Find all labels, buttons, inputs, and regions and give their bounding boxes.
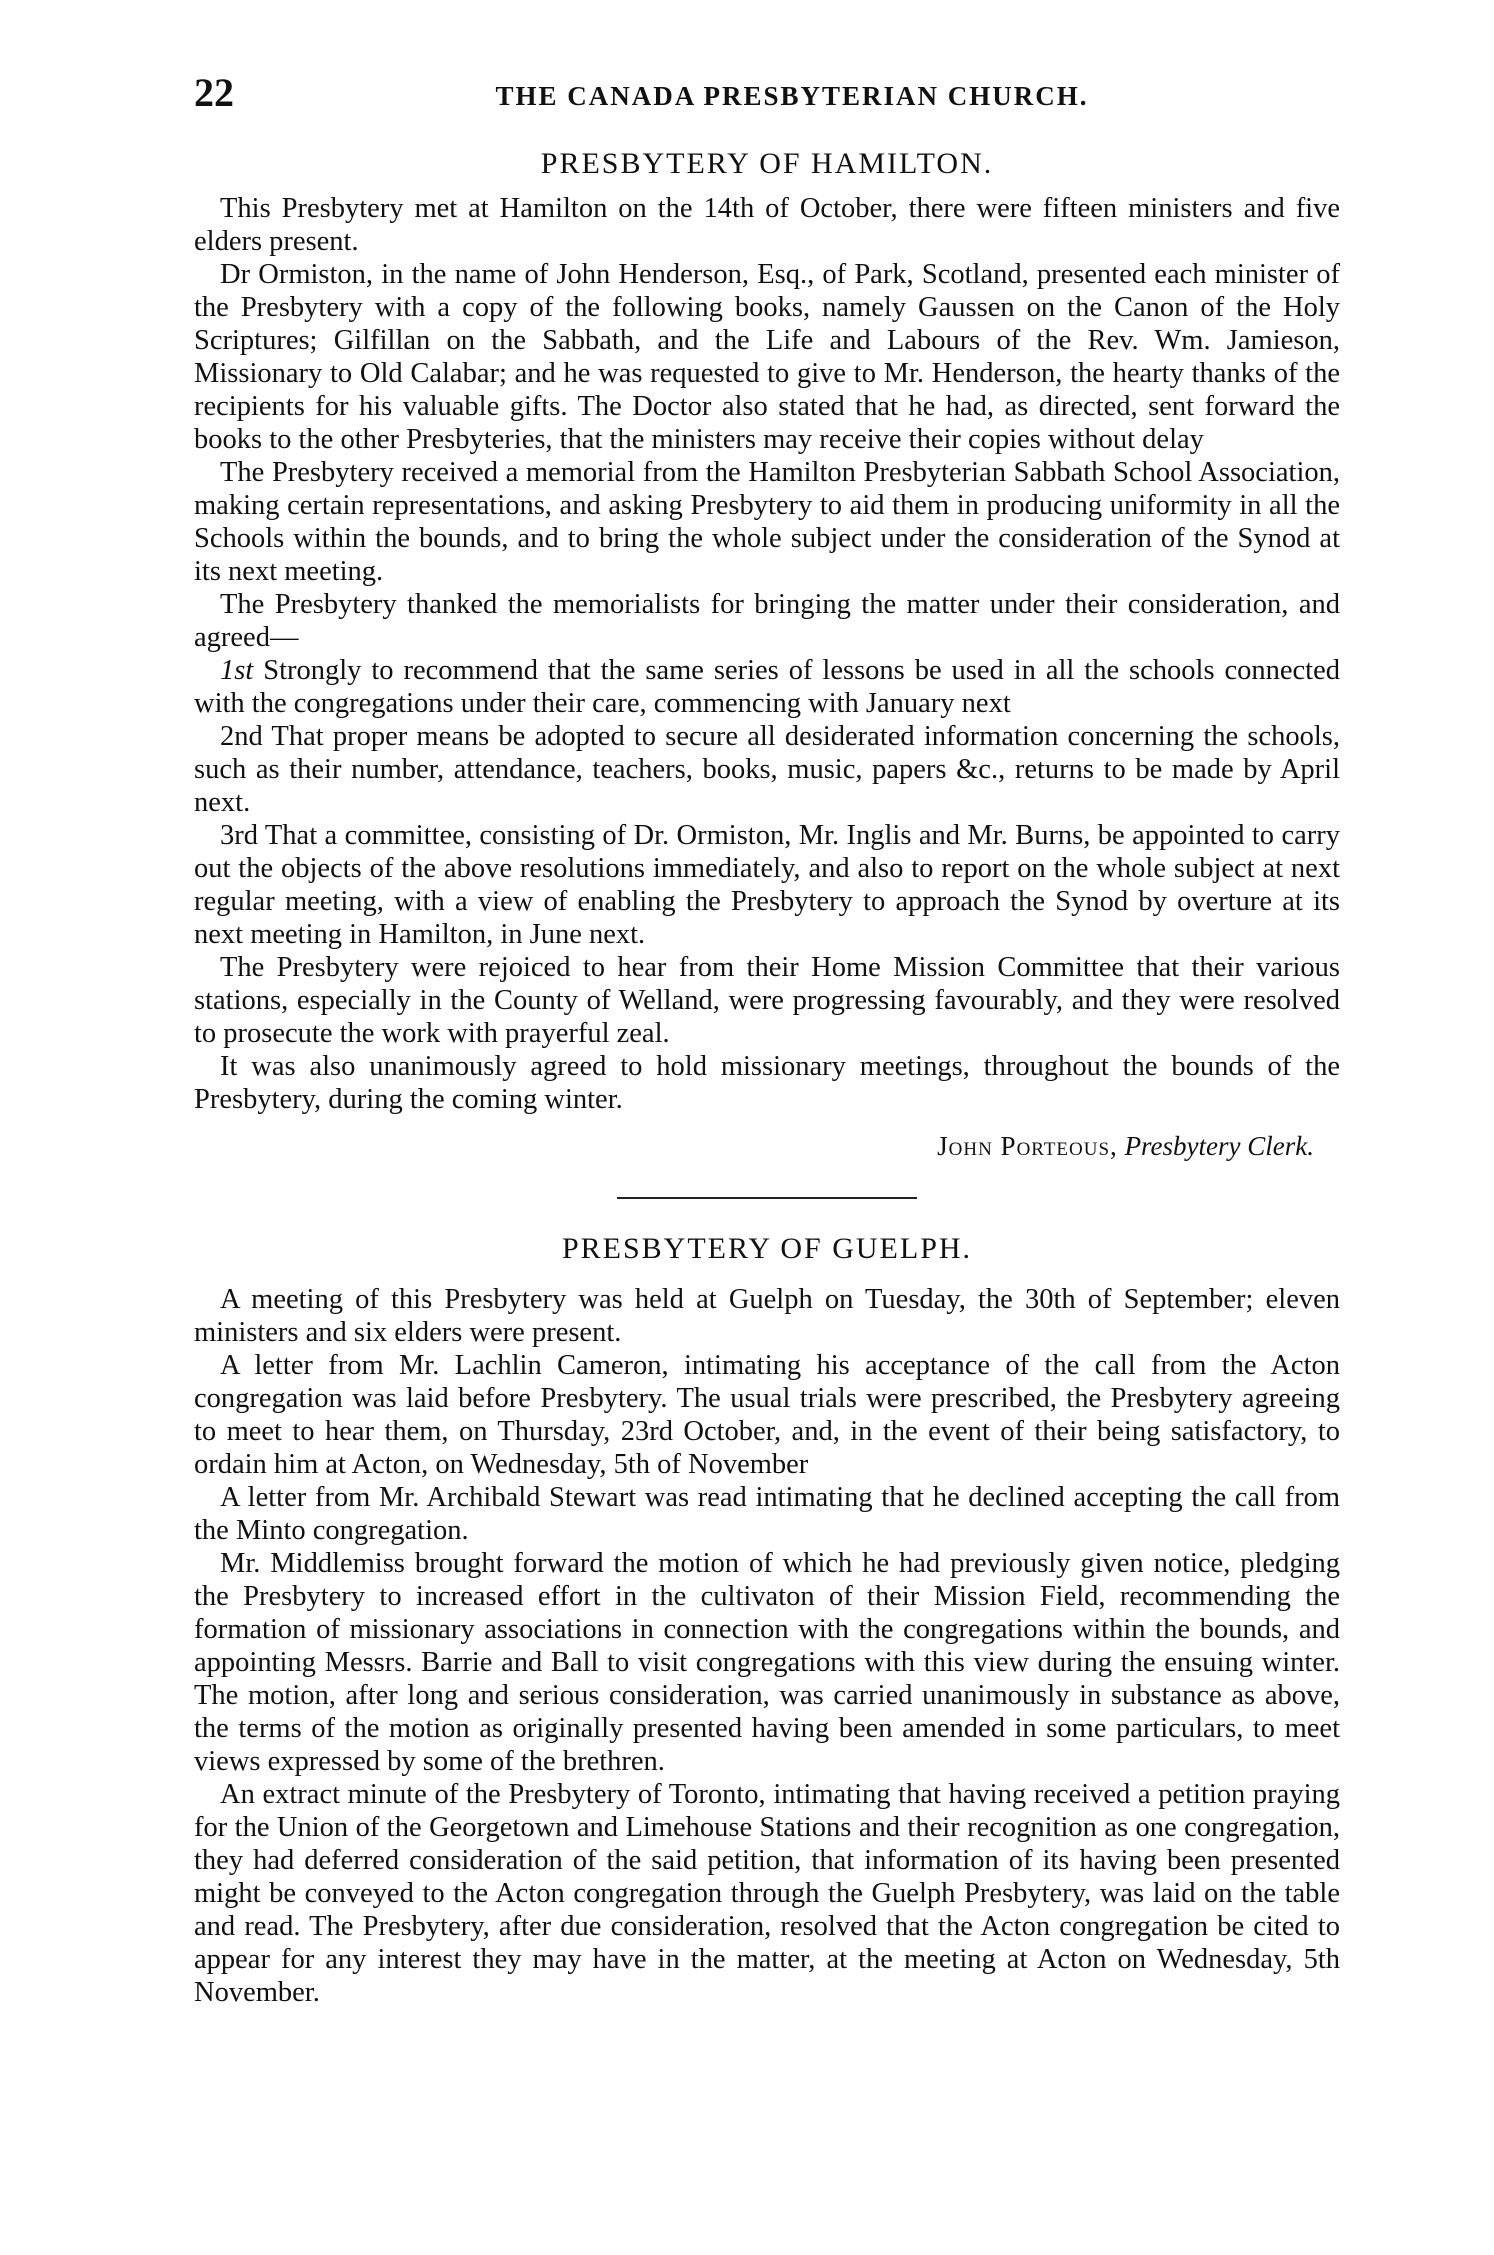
resolution-text: Strongly to recommend that the same series of lessons be used in all the schools connected with the congregations under their care, commencing with January next: [194, 655, 1340, 719]
resolution-label: 3rd: [220, 820, 258, 851]
section-presbytery-guelph: [194, 1229, 1340, 2009]
section-heading-guelph: PRESBYTERY OF GUELPH.: [561, 1232, 973, 1265]
signature-name: John Porteous,: [937, 1131, 1118, 1161]
paragraph: The Presbytery thanked the memorialists for bringing the matter under their consideration, and agreed—: [194, 589, 1340, 653]
resolution-text: That proper means be adopted to secure all desiderated information concerning the schools, such as their number, attendance, teachers, books, music, papers &c., returns to be made by April next.: [194, 721, 1340, 818]
page-number: 22: [194, 70, 234, 115]
signature: [194, 1130, 1314, 1163]
paragraph: This Presbytery met at Hamilton on the 14th of October, there were fifteen ministers and five elders present.: [194, 193, 1340, 257]
paragraph: A letter from Mr. Archibald Stewart was read intimating that he declined accepting the call from the Minto congregation.: [194, 1482, 1340, 1546]
running-head: [194, 70, 1340, 124]
paragraph: A meeting of this Presbytery was held at Guelph on Tuesday, the 30th of September; eleven ministers and six elders were present.: [194, 1284, 1340, 1348]
paragraph: It was also unanimously agreed to hold missionary meetings, throughout the bounds of the Presbytery, during the coming winter.: [194, 1051, 1340, 1115]
section-heading-hamilton: PRESBYTERY OF HAMILTON.: [540, 147, 994, 180]
resolution-label: 1st: [220, 655, 254, 686]
paragraph: An extract minute of the Presbytery of Toronto, intimating that having received a petition praying for the Union of the Georgetown and Limehouse Stations and their recognition as one congregation, they had deferred consideration of the said petition, that information of its having been presented might be conveyed to the Acton congregation through the Guelph Presbytery, was laid on the table and read. The Presbytery, after due consideration, resolved that the Acton congregation be cited to appear for any interest they may have in the matter, at the meeting at Acton on Wednesday, 5th November.: [194, 1779, 1340, 2008]
section-divider: [617, 1197, 917, 1199]
paragraph: Mr. Middlemiss brought forward the motion of which he had previously given notice, pledging the Presbytery to increased effort in the cultivaton of their Mission Field, recommending the formation of missionary associations in connection with the congregations within the bounds, and appointing Messrs. Barrie and Ball to visit congregations with this view during the ensuing winter. The motion, after long and serious consideration, was carried unanimously in substance as above, the terms of the motion as originally presented having been amended in some particulars, to meet views expressed by some of the brethren.: [194, 1548, 1340, 1777]
signature-title: Presbytery Clerk.: [1124, 1131, 1314, 1161]
paragraph: A letter from Mr. Lachlin Cameron, intimating his acceptance of the call from the Acton congregation was laid before Presbytery. The usual trials were prescribed, the Presbytery agreeing to meet to hear them, on Thursday, 23rd October, and, in the event of their being satisfactory, to ordain him at Acton, on Wednesday, 5th of November: [194, 1350, 1340, 1480]
resolution-second: [194, 720, 1340, 819]
resolution-third: [194, 819, 1340, 951]
running-title: THE CANADA PRESBYTERIAN CHURCH.: [495, 81, 1089, 111]
paragraph: The Presbytery received a memorial from the Hamilton Presbyterian Sabbath School Association, making certain representations, and asking Presbytery to aid them in producing uniformity in all the Schools within the bounds, and to bring the whole subject under the consideration of the Synod at its next meeting.: [194, 457, 1340, 587]
resolution-text: That a committee, consisting of Dr. Ormiston, Mr. Inglis and Mr. Burns, be appointed to carry out the objects of the above resolutions immediately, and also to report on the whole subject at next regular meeting, with a view of enabling the Presbytery to approach the Synod by overture at its next meeting in Hamilton, in June next.: [194, 820, 1340, 950]
resolution-label: 2nd: [220, 721, 263, 752]
paragraph: The Presbytery were rejoiced to hear from their Home Mission Committee that their various stations, especially in the County of Welland, were progressing favourably, and they were resolved to prosecute the work with prayerful zeal.: [194, 952, 1340, 1049]
paragraph: Dr Ormiston, in the name of John Henderson, Esq., of Park, Scotland, presented each minister of the Presbytery with a copy of the following books, namely Gaussen on the Canon of the Holy Scriptures; Gilfillan on the Sabbath, and the Life and Labours of the Rev. Wm. Jamieson, Missionary to Old Calabar; and he was requested to give to Mr. Henderson, the hearty thanks of the recipients for his valuable gifts. The Doctor also stated that he had, as directed, sent forward the books to the other Presbyteries, that the ministers may receive their copies without delay: [194, 259, 1340, 455]
resolution-first: [194, 654, 1340, 720]
section-presbytery-hamilton: [194, 144, 1340, 1163]
